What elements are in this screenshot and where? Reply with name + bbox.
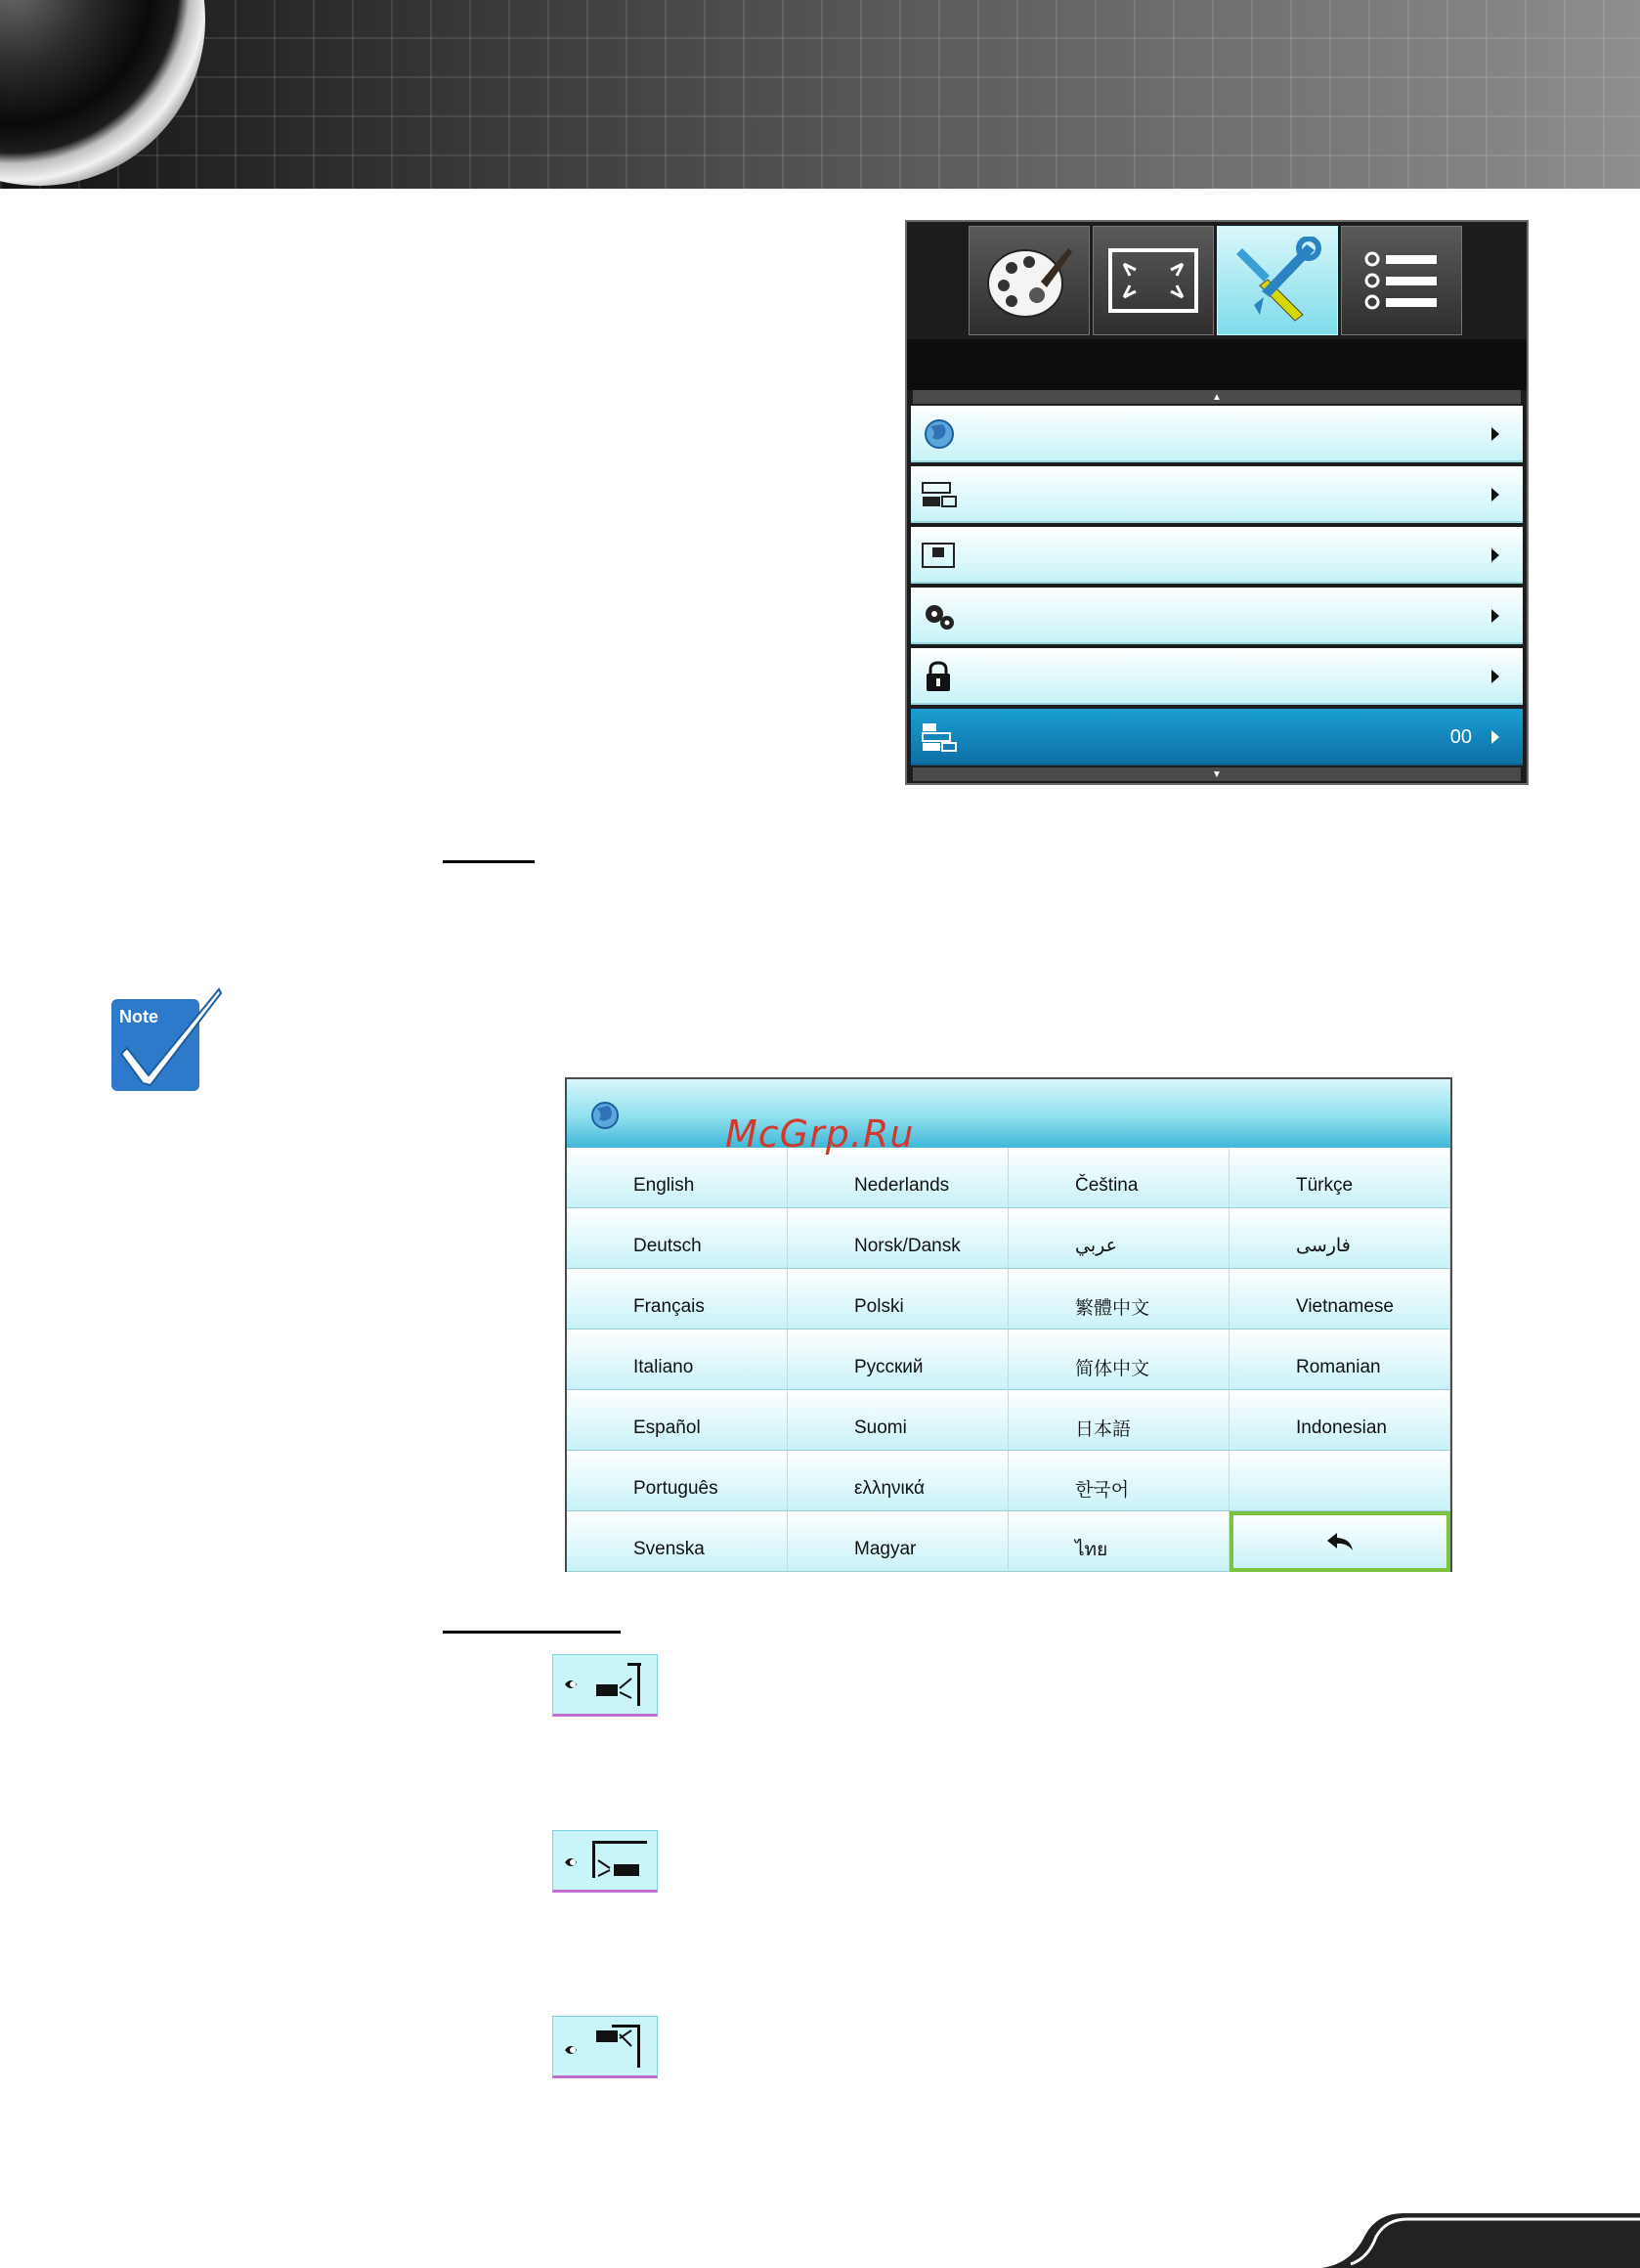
projection-mode-icon — [921, 479, 958, 510]
front-ceiling-option — [552, 1830, 658, 1893]
submenu-arrow-icon — [1491, 427, 1499, 441]
rear-desktop-icon — [553, 2017, 657, 2075]
language-option[interactable]: 繁體中文 — [1009, 1269, 1230, 1330]
page-header-banner — [0, 0, 1640, 189]
submenu-arrow-icon — [1491, 548, 1499, 562]
table-row — [567, 1269, 1450, 1330]
projector-id-icon — [921, 721, 958, 753]
page-number-tab — [1321, 2211, 1640, 2268]
front-desktop-option — [552, 1654, 658, 1717]
table-row — [567, 1511, 1450, 1572]
language-option[interactable]: Deutsch — [567, 1208, 788, 1269]
language-option[interactable]: Indonesian — [1230, 1390, 1450, 1451]
note-icon-label: Note — [119, 1007, 158, 1026]
menu-item-language[interactable] — [911, 406, 1523, 462]
language-option[interactable]: Italiano — [567, 1330, 788, 1390]
language-option[interactable]: Español — [567, 1390, 788, 1451]
menu-item-projector-id[interactable] — [911, 709, 1523, 765]
menu-location-icon — [921, 540, 958, 571]
language-option[interactable]: 简体中文 — [1009, 1330, 1230, 1390]
language-option[interactable]: Suomi — [788, 1390, 1009, 1451]
tab-options[interactable] — [1341, 226, 1462, 335]
watermark-text: McGrp.Ru — [725, 1112, 915, 1156]
projector-lens-graphic — [0, 0, 205, 186]
globe-icon — [921, 418, 958, 450]
menu-item-signal-settings[interactable] — [911, 588, 1523, 644]
lock-icon — [921, 661, 958, 692]
wrench-screwdriver-icon — [1230, 237, 1324, 325]
language-option-empty — [1230, 1451, 1450, 1511]
osd-setup-menu — [905, 220, 1529, 785]
language-option[interactable]: 한국어 — [1009, 1451, 1230, 1511]
language-option[interactable]: ไทย — [1009, 1511, 1230, 1572]
osd-title-bar — [907, 339, 1527, 390]
heading-underline — [443, 1631, 621, 1634]
table-row — [567, 1451, 1450, 1511]
submenu-arrow-icon — [1491, 488, 1499, 502]
osd-tab-bar — [969, 226, 1462, 335]
list-options-icon — [1362, 249, 1441, 312]
language-grid — [567, 1148, 1450, 1572]
front-desktop-icon — [553, 1655, 657, 1714]
menu-item-security[interactable] — [911, 648, 1523, 705]
note-icon — [109, 985, 223, 1093]
screen-resize-icon — [1106, 246, 1200, 315]
submenu-arrow-icon — [1491, 730, 1499, 744]
tab-display[interactable] — [1093, 226, 1214, 335]
tab-setup[interactable] — [1217, 226, 1338, 335]
table-row — [567, 1330, 1450, 1390]
menu-item-menu-location[interactable] — [911, 527, 1523, 584]
front-ceiling-icon — [553, 1831, 657, 1890]
rear-desktop-option — [552, 2016, 658, 2078]
return-button[interactable] — [1230, 1511, 1450, 1572]
language-dialog-header — [567, 1079, 1450, 1148]
table-row — [567, 1208, 1450, 1269]
heading-underline — [443, 860, 535, 863]
menu-item-projection[interactable] — [911, 466, 1523, 523]
language-option[interactable]: Romanian — [1230, 1330, 1450, 1390]
language-option[interactable]: Norsk/Dansk — [788, 1208, 1009, 1269]
language-option[interactable]: Čeština — [1009, 1148, 1230, 1208]
language-option[interactable]: عربي — [1009, 1208, 1230, 1269]
language-option[interactable]: Français — [567, 1269, 788, 1330]
gears-icon — [921, 600, 958, 632]
submenu-arrow-icon — [1491, 609, 1499, 623]
palette-icon — [984, 239, 1074, 323]
return-arrow-icon — [1325, 1531, 1355, 1552]
language-option[interactable]: Svenska — [567, 1511, 788, 1572]
scroll-up-indicator[interactable]: ▲ — [913, 390, 1521, 404]
language-selection-dialog — [565, 1077, 1452, 1572]
table-row — [567, 1148, 1450, 1208]
language-option[interactable]: Vietnamese — [1230, 1269, 1450, 1330]
submenu-arrow-icon — [1491, 670, 1499, 683]
language-option[interactable]: Nederlands — [788, 1148, 1009, 1208]
language-option[interactable]: Português — [567, 1451, 788, 1511]
language-option[interactable]: فارسی — [1230, 1208, 1450, 1269]
language-option[interactable]: English — [567, 1148, 788, 1208]
scroll-down-indicator[interactable]: ▼ — [913, 767, 1521, 781]
language-option[interactable]: ελληνικά — [788, 1451, 1009, 1511]
globe-icon — [590, 1101, 620, 1130]
language-option[interactable]: 日本語 — [1009, 1390, 1230, 1451]
projector-id-value: 00 — [1449, 726, 1472, 748]
table-row — [567, 1390, 1450, 1451]
language-option[interactable]: Polski — [788, 1269, 1009, 1330]
language-option[interactable]: Русский — [788, 1330, 1009, 1390]
tab-image[interactable] — [969, 226, 1090, 335]
language-option[interactable]: Magyar — [788, 1511, 1009, 1572]
language-option[interactable]: Türkçe — [1230, 1148, 1450, 1208]
